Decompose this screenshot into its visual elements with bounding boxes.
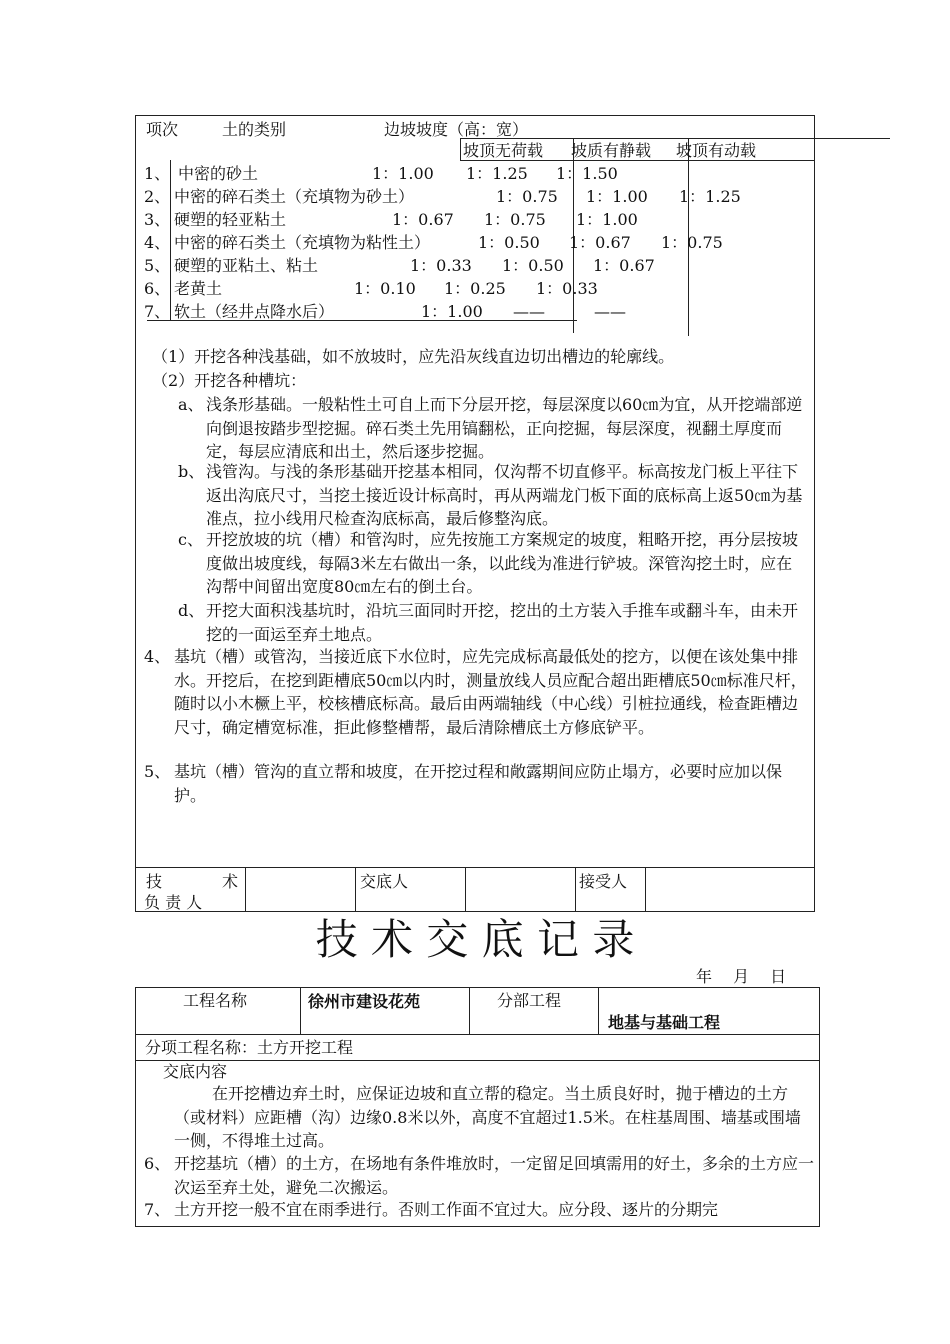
content-paragraph: 在开挖槽边弃土时，应保证边坡和直立帮的稳定。当土质良好时，抛于槽边的土方（或材料）应距槽（沟）边缘0.8米以外，高度不宜超过1.5米。在柱基周围、墙基或围墙一侧，不得堆土过高。 xyxy=(174,1084,801,1150)
row-value-3: 1：1.00 xyxy=(576,210,638,229)
list-item: 开挖放坡的坑（槽）和管沟时，应先按施工方案规定的坡度，粗略开挖，再分层按坡度做出坡度线，每隔3米左右做出一条，以此线为准进行铲坡。深管沟挖土时，应在沟帮中间留出宽度80㎝左右的倒土台。 xyxy=(206,530,799,596)
row-value-3: 1：0.75 xyxy=(661,233,723,252)
row-value-1: 1：0.33 xyxy=(410,256,472,275)
sub-header-static: 坡质有静载 xyxy=(571,141,652,160)
row-value-3: 1：0.67 xyxy=(593,256,655,275)
row-value-1: 1：0.75 xyxy=(496,187,558,206)
row-soil: 软土（经井点降水后） xyxy=(174,302,335,321)
list-label: 5、 xyxy=(144,762,171,781)
list-item: 土方开挖一般不宜在雨季进行。否则工作面不宜过大。应分段、逐片的分期完 xyxy=(174,1200,719,1219)
list-item: 基坑（槽）管沟的直立帮和坡度，在开挖过程和敞露期间应防止塌方，必要时应加以保护。 xyxy=(174,762,783,805)
tech-lead-label-2: 术 xyxy=(222,872,239,891)
page-title: 技 术 交 底 记 录 xyxy=(315,915,635,964)
row-value-1: 1：0.50 xyxy=(478,233,540,252)
receiver-label: 接受人 xyxy=(579,872,628,891)
row-value-3: 1：1.50 xyxy=(556,164,618,183)
list-item: 基坑（槽）或管沟，当接近底下水位时，应先完成标高最低处的挖方，以便在该处集中排水。开挖后，在挖到距槽底50㎝以内时，测量放线人员应配合超出距槽底50㎝标准尺杆，随时以小木橛上平，校核槽底标高。最后由两端轴线（中心线）引桩拉通线，检查距槽边尺寸，确定槽宽标准，拒此修整槽帮，最后清除槽底土方修底铲平。 xyxy=(174,647,807,737)
sub-header-dynamic: 坡顶有动载 xyxy=(676,141,757,160)
row-number: 6、 xyxy=(144,279,171,298)
paragraph: （1）开挖各种浅基础，如不放坡时，应先沿灰线直边切出槽边的轮廓线。 xyxy=(152,347,675,366)
content-label: 交底内容 xyxy=(163,1062,228,1081)
row-value-1: 1：0.67 xyxy=(392,210,454,229)
sub-header-no-load: 坡顶无荷载 xyxy=(463,141,544,160)
list-item: 浅条形基础。一般粘性土可自上而下分层开挖，每层深度以60㎝为宜，从开挖端部逆向倒退按踏步型挖掘。碎石类土先用镐翻松，正向挖掘，每层深度，视翻土厚度而定，每层应清底和出土，然后逐步挖掘。 xyxy=(206,395,803,461)
row-number: 4、 xyxy=(144,233,171,252)
row-number: 2、 xyxy=(144,187,171,206)
list-item: 浅管沟。与浅的条形基础开挖基本相同，仅沟帮不切直修平。标高按龙门板上平往下返出沟底尺寸，当挖土接近设计标高时，再从两端龙门板下面的底标高上返50㎝为基准点，拉小线用尺检查沟底标高，最后修整沟底。 xyxy=(206,462,803,528)
list-label: 4、 xyxy=(144,647,171,666)
list-label: 6、 xyxy=(144,1154,171,1173)
row-number: 7、 xyxy=(144,302,171,321)
tech-lead-label-3: 负 责 人 xyxy=(144,893,203,912)
row-value-2: 1：0.25 xyxy=(444,279,506,298)
row-value-2: 1：0.67 xyxy=(569,233,631,252)
row-soil: 中密的碎石类土（充填物为砂土） xyxy=(174,187,415,206)
project-name-label: 工程名称 xyxy=(183,991,248,1010)
row-soil: 中密的碎石类土（充填物为粘性土） xyxy=(174,233,431,252)
row-value-3: 1：1.25 xyxy=(679,187,741,206)
col-header-item: 项次 xyxy=(146,120,179,139)
list-item: 开挖基坑（槽）的土方，在场地有条件堆放时，一定留足回填需用的好土，多余的土方应一次运至弃土处，避免二次搬运。 xyxy=(174,1154,815,1197)
row-number: 3、 xyxy=(144,210,171,229)
handover-label: 交底人 xyxy=(360,872,409,891)
project-name-value: 徐州市建设花苑 xyxy=(308,992,421,1011)
division-value: 地基与基础工程 xyxy=(608,1013,721,1032)
row-value-2: 1：0.75 xyxy=(484,210,546,229)
list-label: 7、 xyxy=(144,1200,171,1219)
list-label: d、 xyxy=(178,601,205,620)
row-value-2: 1：1.25 xyxy=(466,164,528,183)
row-soil: 老黄土 xyxy=(174,279,223,298)
row-value-3: 1：0.33 xyxy=(536,279,598,298)
list-label: a、 xyxy=(178,395,204,414)
row-value-1: 1：1.00 xyxy=(372,164,434,183)
paragraph: （2）开挖各种槽坑： xyxy=(152,371,307,390)
row-value-2: 1：0.50 xyxy=(502,256,564,275)
row-soil: 中密的砂土 xyxy=(178,164,259,183)
row-value-1: 1：1.00 xyxy=(421,302,483,321)
list-item: 开挖大面积浅基坑时，沿坑三面同时开挖，挖出的土方装入手推车或翻斗车，由未开挖的一面运至弃土地点。 xyxy=(206,601,799,644)
tech-lead-label-1: 技 xyxy=(146,872,163,891)
date-field: 年 月 日 xyxy=(696,967,787,986)
col-header-soil: 土的类别 xyxy=(222,120,287,139)
row-soil: 硬塑的轻亚粘土 xyxy=(174,210,287,229)
subitem-name: 分项工程名称：土方开挖工程 xyxy=(145,1038,354,1057)
row-value-2: —— xyxy=(513,302,545,321)
row-value-3: —— xyxy=(594,302,626,321)
list-label: b、 xyxy=(178,462,205,481)
col-header-slope: 边坡坡度（高：宽） xyxy=(384,120,529,139)
row-number: 1、 xyxy=(144,164,171,183)
row-number: 5、 xyxy=(144,256,171,275)
row-value-2: 1：1.00 xyxy=(586,187,648,206)
row-value-1: 1：0.10 xyxy=(354,279,416,298)
list-label: c、 xyxy=(178,530,203,549)
division-label: 分部工程 xyxy=(497,991,562,1010)
row-soil: 硬塑的亚粘土、粘土 xyxy=(174,256,319,275)
